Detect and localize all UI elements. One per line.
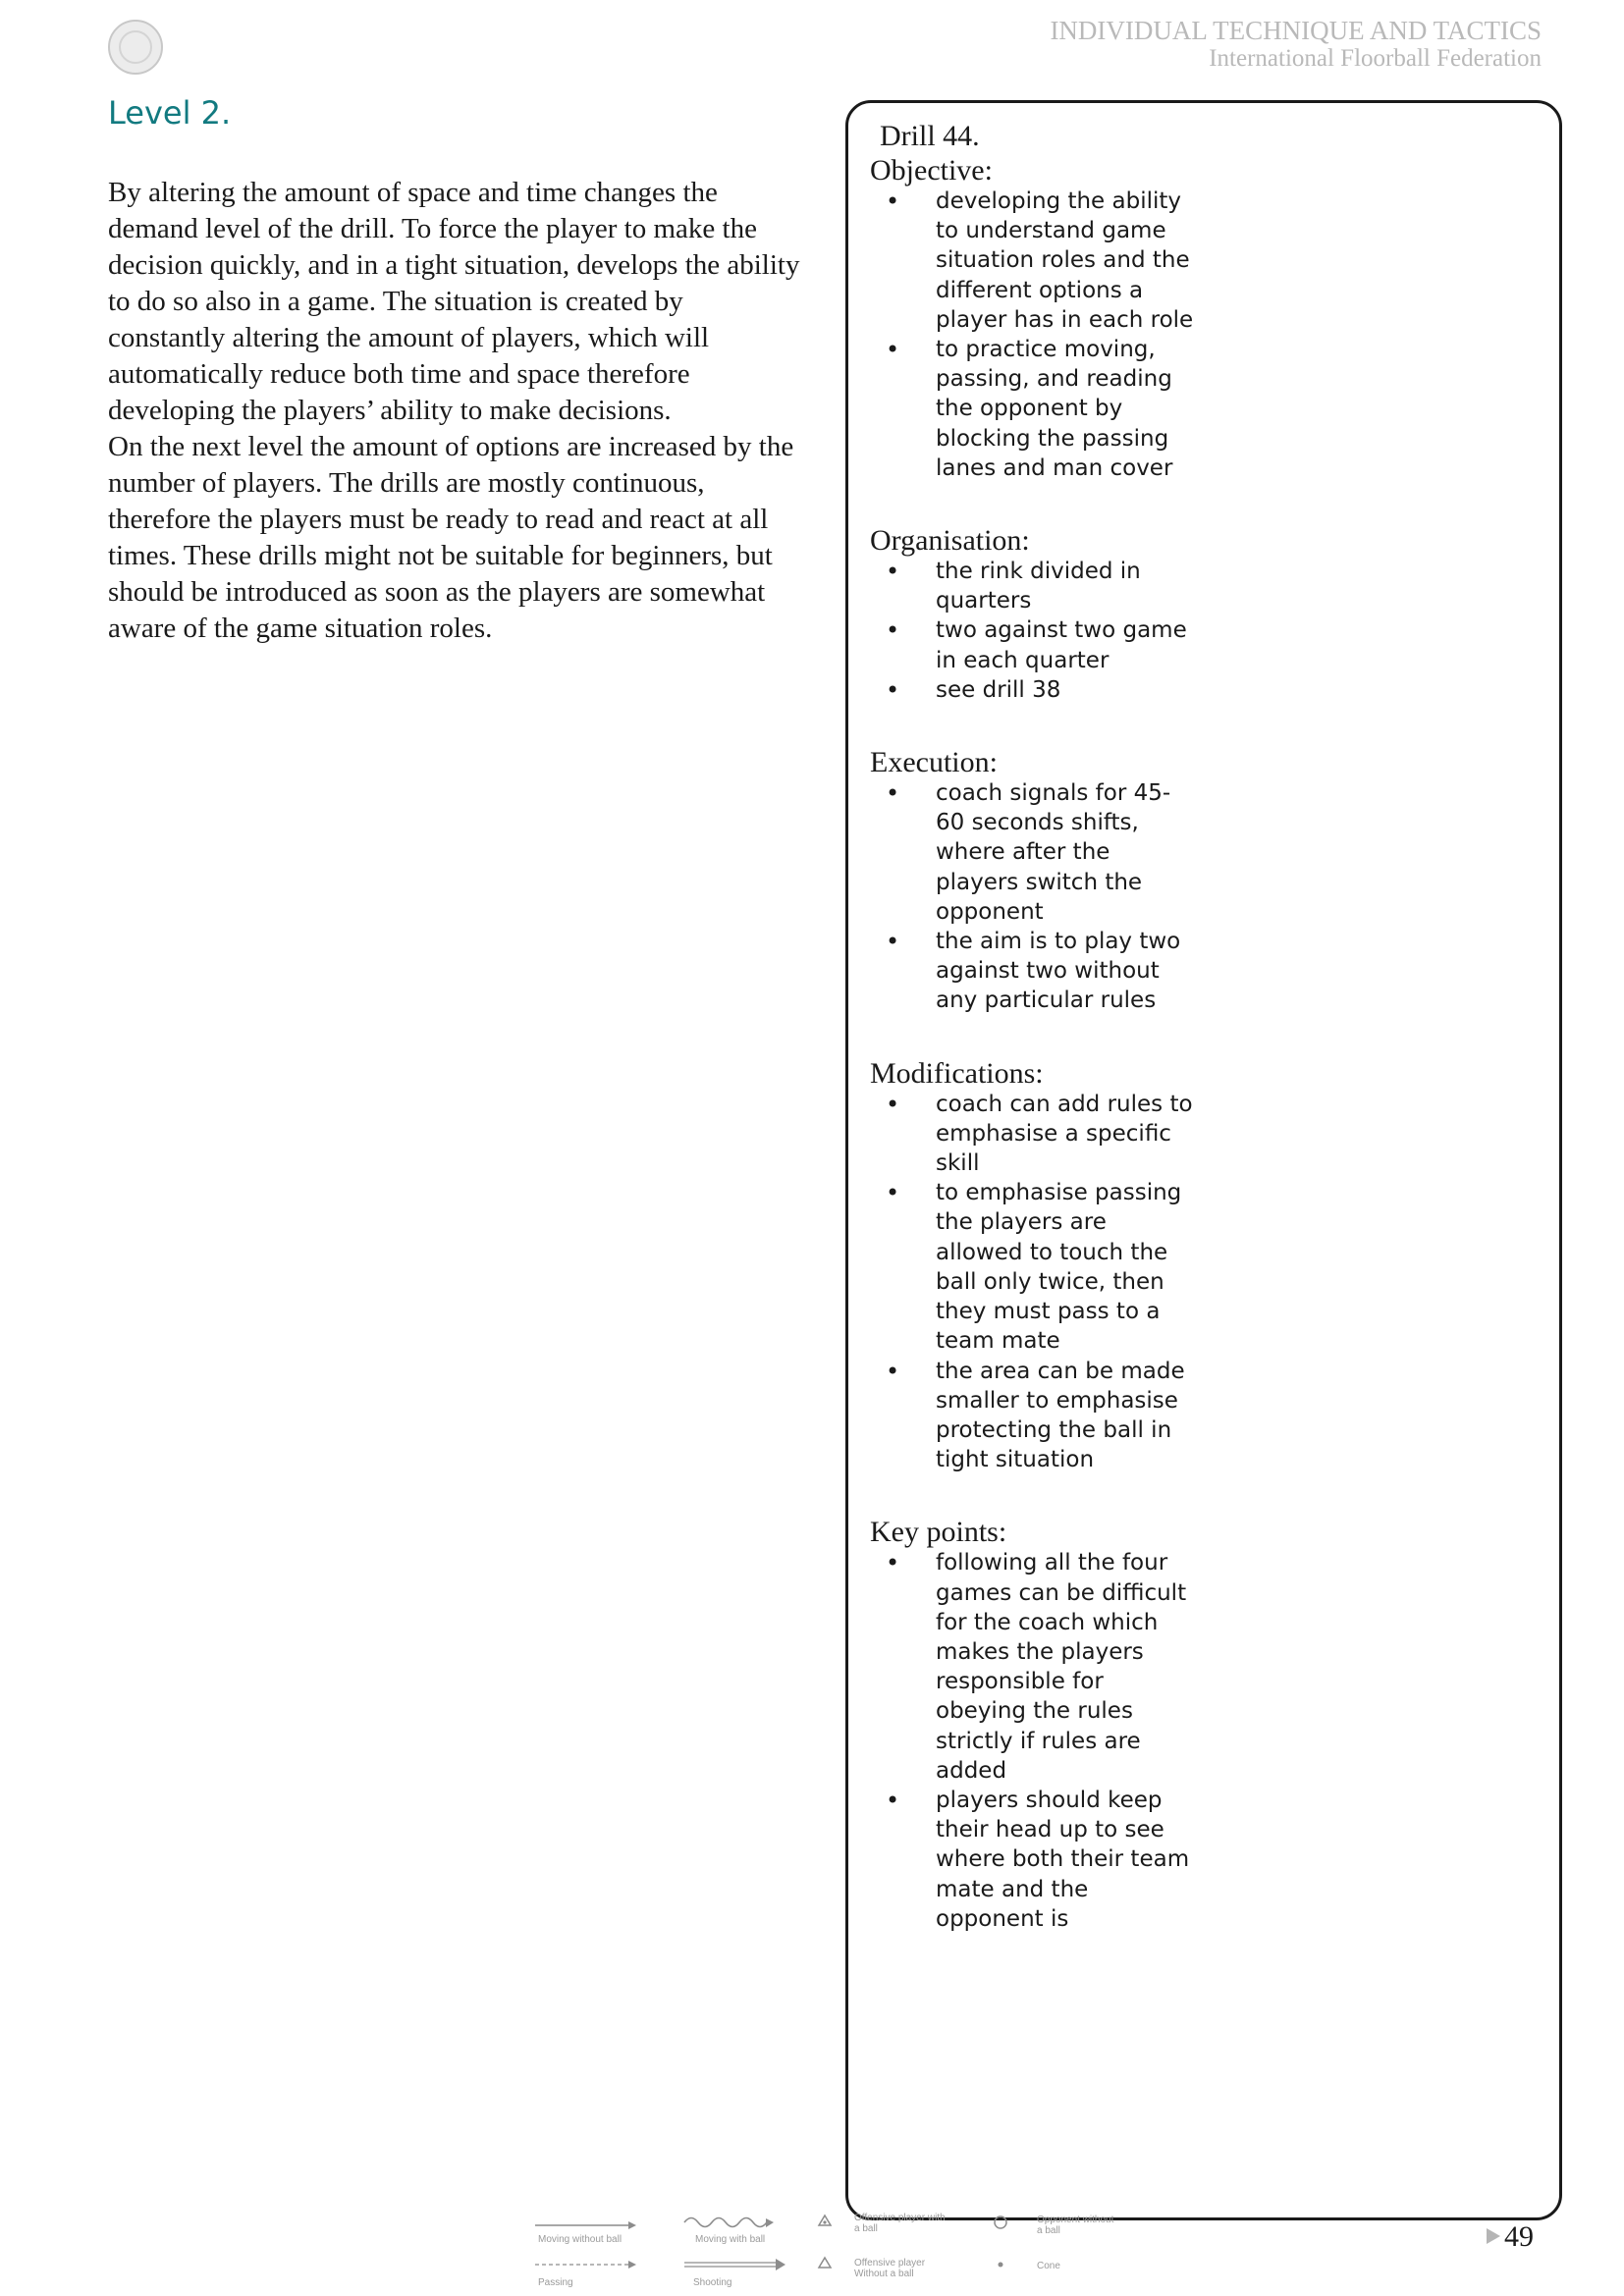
intro-paragraph: On the next level the amount of options are increased by the number of players. The drills are mostly continuous, therefore the players must be ready to read and react at all times. These drills might not be suitable for beginners, but should be introduced as soon as the players are somewhat aware of the game situation roles. xyxy=(108,431,794,644)
cone-icon xyxy=(999,2263,1003,2268)
objective-list xyxy=(870,187,1194,483)
legend-label: Without a ball xyxy=(854,2269,914,2279)
section-heading: Key points: xyxy=(870,1516,1007,1549)
list-item: • to practice moving, passing, and reading the opponent by blocking the passing lanes and man cover xyxy=(870,335,1194,483)
list-item: • two against two game in each quarter xyxy=(870,615,1194,674)
legend-label: Shooting xyxy=(693,2277,732,2288)
page-number-text: 49 xyxy=(1504,2220,1534,2253)
list-item: • the rink divided in quarters xyxy=(870,557,1194,615)
legend-label: Moving without ball xyxy=(538,2234,623,2245)
legend-label: Cone xyxy=(1037,2261,1060,2271)
organisation-section xyxy=(870,524,1194,705)
list-item: • coach can add rules to emphasise a specific skill xyxy=(870,1090,1194,1179)
iff-logo-icon xyxy=(108,20,163,75)
modifications-list xyxy=(870,1090,1194,1475)
key-points-list xyxy=(870,1548,1194,1934)
legend-symbols xyxy=(530,2213,1119,2291)
section-heading: Objective: xyxy=(870,154,993,187)
modifications-section xyxy=(870,1057,1194,1475)
legend-label: Opponent without xyxy=(1037,2215,1114,2225)
passing-arrow-icon xyxy=(535,2261,636,2269)
list-item: • players should keep their head up to see where both their team mate and the opponent is xyxy=(870,1786,1194,1934)
header-title: INDIVIDUAL TECHNIQUE AND TACTICS xyxy=(1050,16,1542,45)
list-item: • developing the ability to understand game situation roles and the different options a player has in each role xyxy=(870,187,1194,335)
drill-content xyxy=(870,119,1194,1975)
page-number xyxy=(1487,2220,1534,2254)
legend-label: Offensive player with xyxy=(854,2213,946,2223)
list-item: • the area can be made smaller to emphasise protecting the ball in tight situation xyxy=(870,1357,1194,1475)
intro-paragraph: By altering the amount of space and time changes the demand level of the drill. To force the player to make the decision quickly, and in a tight situation, develops the ability to do so also in a game. The situation is created by constantly altering the amount of players, which will automatically reduce both time and space therefore developing the players’ ability to make decisions. xyxy=(108,177,800,426)
section-heading: Execution: xyxy=(870,746,998,779)
list-item: • the aim is to play two against two without any particular rules xyxy=(870,927,1194,1016)
section-heading: Modifications: xyxy=(870,1056,1044,1090)
legend-label: Passing xyxy=(538,2277,573,2288)
drill-title: Drill 44. xyxy=(880,120,980,152)
intro-text xyxy=(108,175,805,647)
execution-section xyxy=(870,746,1194,1016)
list-item: • to emphasise passing the players are allowed to touch the ball only twice, then they must pass to a team mate xyxy=(870,1178,1194,1356)
list-item: • see drill 38 xyxy=(870,675,1194,705)
list-item: • following all the four games can be difficult for the coach which makes the players responsible for obeying the rules strictly if rules are added xyxy=(870,1548,1194,1786)
page-arrow-icon xyxy=(1487,2228,1500,2244)
execution-list xyxy=(870,778,1194,1016)
key-points-section xyxy=(870,1516,1194,1934)
header-subtitle: International Floorball Federation xyxy=(1209,45,1542,72)
symbol-legend xyxy=(530,2213,1119,2291)
objective-section xyxy=(870,154,1194,483)
opponent-without-ball-icon xyxy=(995,2216,1006,2228)
level-title: Level 2. xyxy=(108,94,232,132)
legend-label: a ball xyxy=(854,2223,878,2234)
legend-label: a ball xyxy=(1037,2225,1060,2236)
organisation-list xyxy=(870,557,1194,705)
legend-label: Moving with ball xyxy=(695,2234,766,2245)
moving-with-ball-arrow-icon xyxy=(684,2218,774,2228)
legend-label: Offensive player xyxy=(854,2258,926,2269)
offensive-player-without-ball-icon xyxy=(819,2258,831,2268)
offensive-player-with-ball-icon xyxy=(819,2216,831,2225)
list-item: • coach signals for 45-60 seconds shifts, where after the players switch the opponent xyxy=(870,778,1194,927)
section-heading: Organisation: xyxy=(870,524,1030,558)
shooting-arrow-icon xyxy=(684,2259,785,2270)
moving-without-ball-arrow-icon xyxy=(535,2221,636,2229)
